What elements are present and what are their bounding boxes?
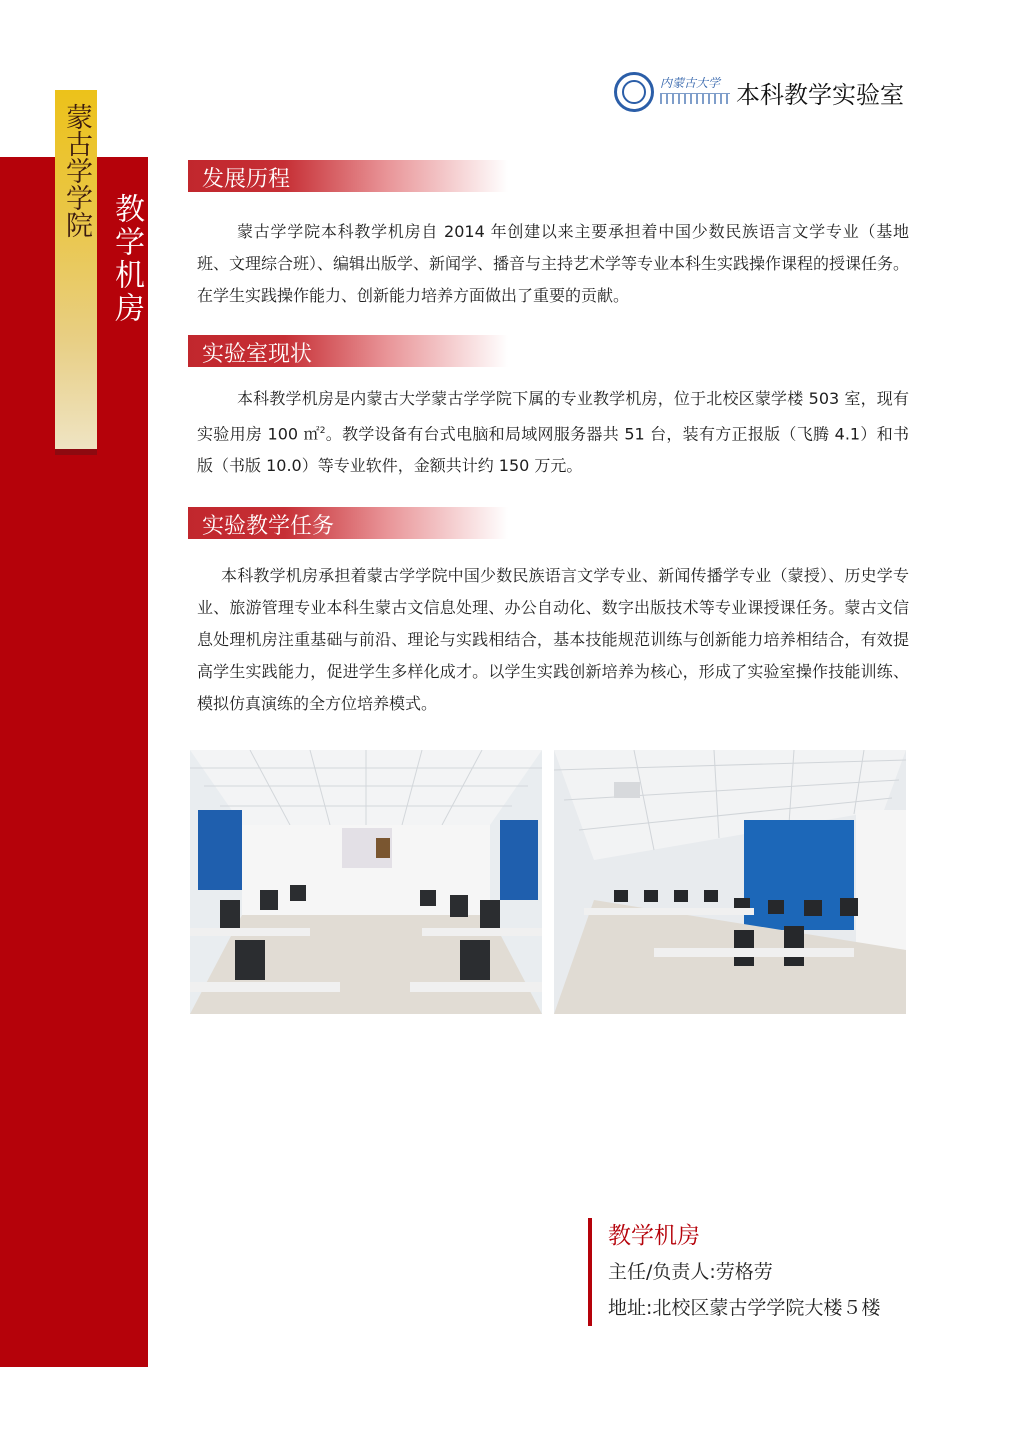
lab-photo-front-view <box>190 750 542 1014</box>
status-text-part2: 。教学设备有台式电脑和局域网服务器共 51 台，装有方正报版（飞腾 4.1）和书版（书版 10.0）等专业软件，金额共计约 150 万元。 <box>197 424 909 476</box>
status-paragraph <box>197 383 909 482</box>
contact-director: 主任/负责人:劳格劳 <box>608 1261 773 1283</box>
section-heading-history <box>188 160 508 192</box>
section-heading-label: 实验室现状 <box>202 342 313 367</box>
university-logo-text: 内蒙古大学 <box>660 75 721 90</box>
section-heading-tasks <box>188 507 508 539</box>
section-heading-status <box>188 335 508 367</box>
area-superscript: 2 <box>319 426 326 436</box>
status-text-part1: 本科教学机房是内蒙古大学蒙古学学院下属的专业教学机房，位于北校区蒙学楼 503 室，现有实验用房 100 ㎡ <box>197 389 909 444</box>
contact-title: 教学机房 <box>608 1223 700 1249</box>
section-heading-label: 发展历程 <box>202 167 291 192</box>
page-header <box>614 70 904 114</box>
contact-address: 地址:北校区蒙古学学院大楼５楼 <box>608 1297 881 1319</box>
university-seal-icon <box>614 72 654 112</box>
room-name-vertical: 教学机房 <box>109 193 144 325</box>
logo-english-mark <box>660 104 730 109</box>
lab-photo-side-view <box>554 750 906 1014</box>
university-logo <box>660 72 730 112</box>
contact-block <box>588 1218 880 1326</box>
tasks-paragraph: 本科教学机房承担着蒙古学学院中国少数民族语言文学专业、新闻传播学专业（蒙授）、历史学专业、旅游管理专业本科生蒙古文信息处理、办公自动化、数字出版技术等专业课授课任务。蒙古文信息处理机房注重基础与前沿、理论与实践相结合，基本技能规范训练与创新能力培养相结合，有效提高学生实践能力，促进学生多样化成才。以学生实践创新培养为核心，形成了实验室操作技能训练、模拟仿真演练的全方位培养模式。 <box>197 566 909 713</box>
history-paragraph: 蒙古学学院本科教学机房自 2014 年创建以来主要承担着中国少数民族语言文学专业（基地班、文理综合班）、编辑出版学、新闻学、播音与主持艺术学等专业本科生实践操作课程的授课任务。在学生实践操作能力、创新能力培养方面做出了重要的贡献。 <box>197 222 910 305</box>
college-name-vertical: 蒙古学学院 <box>61 103 92 238</box>
section-heading-label: 实验教学任务 <box>202 514 335 539</box>
mongolian-script-mark <box>660 93 730 104</box>
header-title: 本科教学实验室 <box>736 80 904 109</box>
